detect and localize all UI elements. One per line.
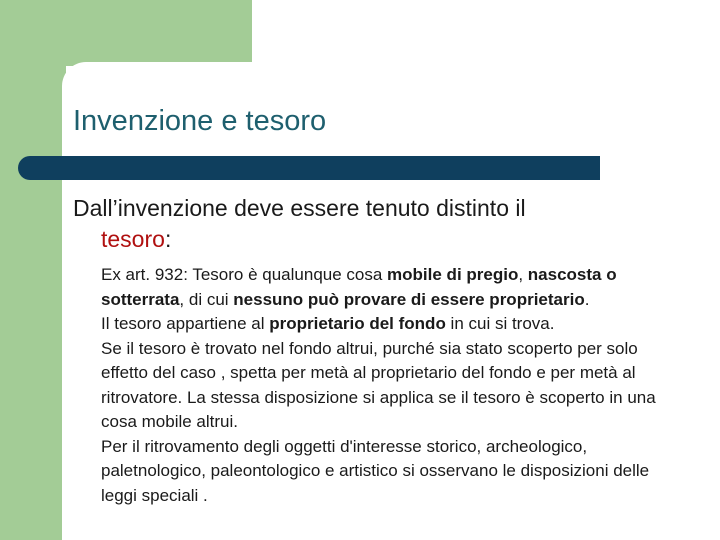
slide-title: Invenzione e tesoro xyxy=(73,105,327,137)
text-run: Ex art. 932: Tesoro è qualunque cosa xyxy=(101,265,388,284)
text-run: Per il ritrovamento degli oggetti d'interesse storico, archeologico, paletnologico, paleontologico e artistico si osservano le disposizioni delle leggi speciali . xyxy=(101,436,650,505)
body-paragraph xyxy=(101,435,676,509)
intro-sentence: Dall’invenzione deve essere tenuto distinto il xyxy=(73,195,526,221)
text-run: , xyxy=(518,265,528,284)
bold-phrase: proprietario del fondo xyxy=(269,314,446,333)
bold-phrase: mobile di pregio xyxy=(387,265,519,284)
body-text xyxy=(101,263,676,508)
text-run: , di cui xyxy=(179,289,234,309)
text-run: Il tesoro appartiene al xyxy=(101,314,270,333)
decorative-green-strip xyxy=(0,0,66,540)
tesoro-highlight: tesoro xyxy=(101,226,165,252)
title-underline-bar xyxy=(18,156,600,180)
intro-line-2 xyxy=(73,224,663,255)
bold-phrase: nascosta o sotterrata xyxy=(101,265,617,309)
text-run: Se il tesoro è trovato nel fondo altrui, purché sia stato scoperto per solo effetto del caso , spetta per metà al proprietario del fondo e per metà al ritrovatore. La stessa disposizione si applica se il tesoro è scoperto in una cosa mobile altrui. xyxy=(101,338,656,431)
body-paragraph xyxy=(101,337,676,435)
text-run: . xyxy=(584,289,590,309)
text-run: in cui si trova. xyxy=(445,314,555,333)
intro-colon: : xyxy=(164,226,172,252)
bold-phrase: nessuno può provare di essere proprietario xyxy=(233,289,585,309)
intro-text xyxy=(73,193,663,255)
body-paragraph xyxy=(101,312,676,337)
body-paragraph xyxy=(101,263,676,312)
